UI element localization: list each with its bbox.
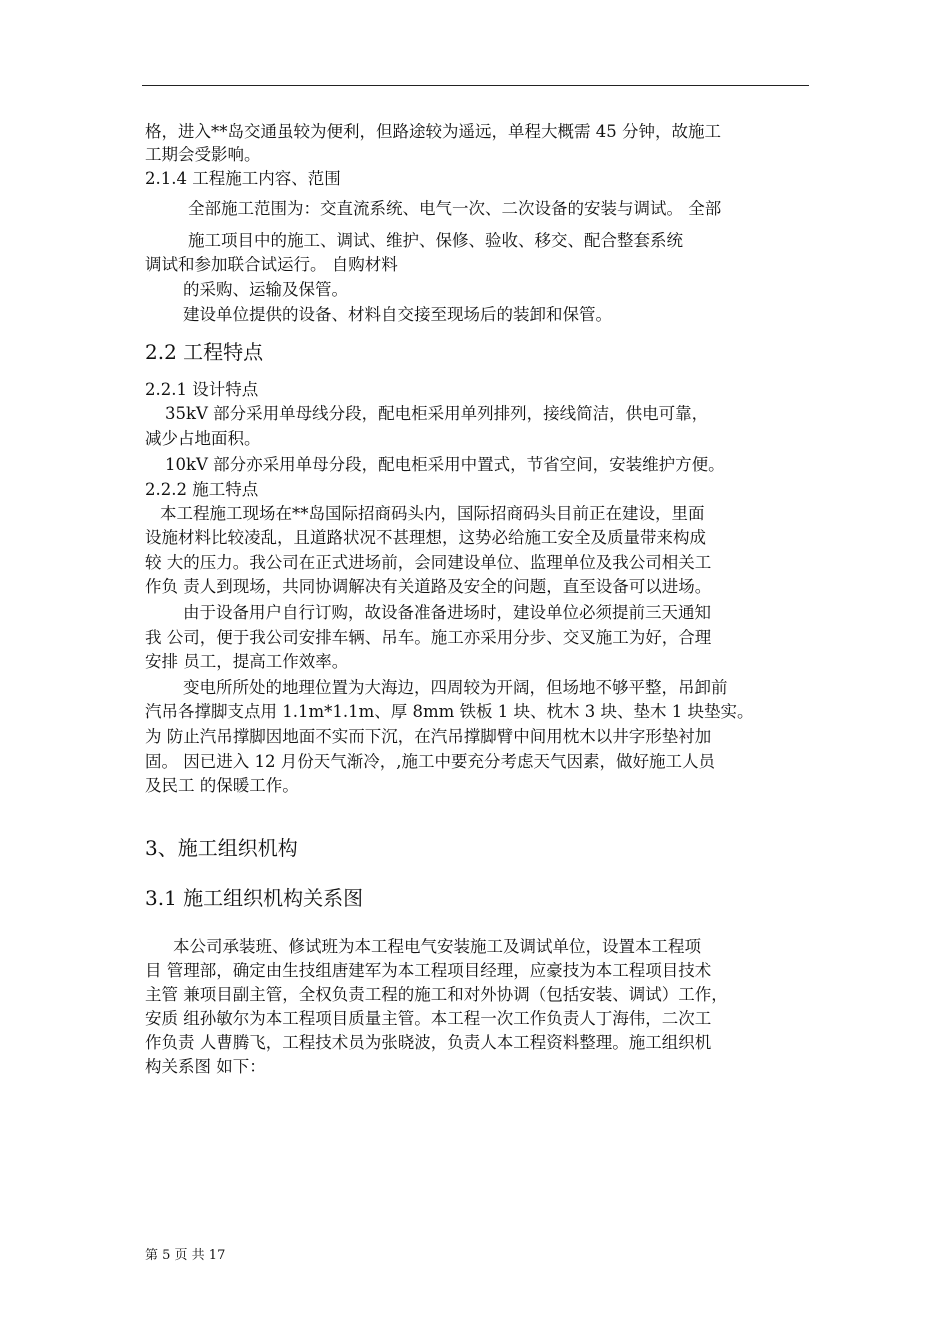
body-line: 安质 组孙敏尔为本工程项目质量主管。本工程一次工作负责人丁海伟，二次工 [145, 1009, 712, 1028]
body-line: 本工程施工现场在**岛国际招商码头内，国际招商码头目前正在建设，里面 [160, 504, 705, 523]
body-line: 汽吊各撑脚支点用 1.1m*1.1m、厚 8mm 铁板 1 块、枕木 3 块、垫木 1 块垫实。 [145, 702, 754, 721]
body-line: 变电所所处的地理位置为大海边，四周较为开阔，但场地不够平整，吊卸前 [183, 678, 728, 697]
body-line: 减少占地面积。 [145, 429, 261, 448]
body-line: 作负 责人到现场，共同协调解决有关道路及安全的问题，直至设备可以进场。 [145, 577, 712, 596]
body-line: 本公司承装班、修试班为本工程电气安装施工及调试单位，设置本工程项 [173, 937, 701, 956]
body-line: 全部施工范围为：交直流系统、电气一次、二次设备的安装与调试。 全部 [188, 199, 722, 218]
body-line: 我 公司，便于我公司安排车辆、吊车。施工亦采用分步、交叉施工为好，合理 [145, 628, 712, 647]
body-line: 较 大的压力。我公司在正式进场前，会同建设单位、监理单位及我公司相关工 [145, 553, 712, 572]
body-line: 调试和参加联合试运行。 自购材料 [145, 255, 398, 274]
body-line: 构关系图 如下： [145, 1057, 266, 1076]
body-line: 的采购、运输及保管。 [183, 280, 348, 299]
body-line: 及民工 的保暖工作。 [145, 776, 299, 795]
body-line: 主管 兼项目副主管，全权负责工程的施工和对外协调（包括安装、调试）工作， [145, 985, 728, 1004]
section-heading-2-1-4: 2.1.4 工程施工内容、范围 [145, 169, 341, 188]
page-footer: 第 5 页 共 17 [145, 1248, 226, 1263]
body-line: 35kV 部分采用单母线分段，配电柜采用单列排列，接线简洁，供电可靠， [165, 404, 709, 423]
body-line: 10kV 部分亦采用单母分段，配电柜采用中置式，节省空间，安装维护方便。 [165, 455, 725, 474]
section-heading-2-2: 2.2 工程特点 [145, 340, 264, 364]
body-line: 固。 因已进入 12 月份天气渐冷，,施工中要充分考虑天气因素，做好施工人员 [145, 752, 715, 771]
body-line: 设施材料比较凌乱，且道路状况不甚理想，这势必给施工安全及质量带来构成 [145, 528, 706, 547]
body-line: 作负责 人曹腾飞，工程技术员为张晓波，负责人本工程资料整理。施工组织机 [145, 1033, 712, 1052]
section-heading-2-2-1: 2.2.1 设计特点 [145, 380, 259, 399]
chapter-heading-3: 3、施工组织机构 [145, 836, 298, 860]
section-heading-3-1: 3.1 施工组织机构关系图 [145, 886, 364, 910]
body-line: 由于设备用户自行订购，故设备准备进场时，建设单位必须提前三天通知 [183, 603, 711, 622]
section-heading-2-2-2: 2.2.2 施工特点 [145, 480, 259, 499]
body-line: 建设单位提供的设备、材料自交接至现场后的装卸和保管。 [183, 305, 612, 324]
body-line: 工期会受影响。 [145, 145, 261, 164]
body-line: 安排 员工，提高工作效率。 [145, 652, 349, 671]
body-line: 施工项目中的施工、调试、维护、保修、验收、移交、配合整套系统 [188, 231, 683, 250]
body-line: 目 管理部，确定由生技组唐建军为本工程项目经理，应豪技为本工程项目技术 [145, 961, 712, 980]
body-line: 为 防止汽吊撑脚因地面不实而下沉，在汽吊撑脚臂中间用枕木以井字形垫衬加 [145, 727, 712, 746]
header-rule [142, 85, 809, 86]
body-line: 格，进入**岛交通虽较为便利，但路途较为遥远，单程大概需 45 分钟，故施工 [145, 122, 721, 141]
